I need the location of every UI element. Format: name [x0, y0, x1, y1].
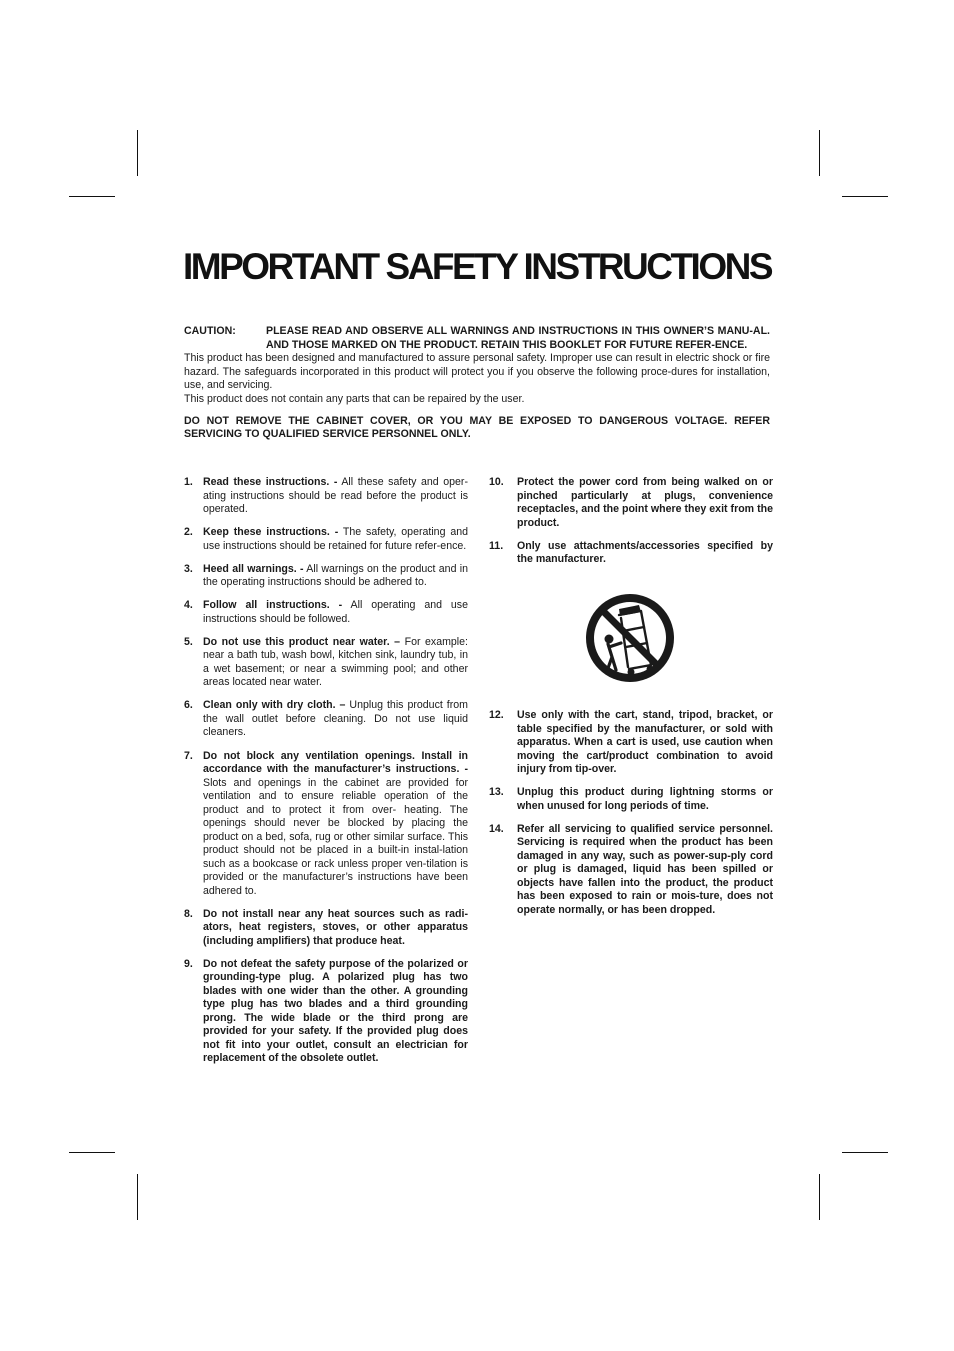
- instruction-item: [184, 699, 468, 740]
- instruction-item: [489, 823, 773, 918]
- item-number: 7.: [184, 749, 193, 762]
- caution-label: CAUTION:: [184, 325, 236, 337]
- header-section: [184, 325, 770, 442]
- item-number: 5.: [184, 635, 193, 648]
- item-heading: Do not defeat the safety purpose of the polarized or grounding-type plug. A polarized plug has two blades with one wider than the other. A grounding type plug has two blades and a third grounding prong. The wide blade or the third prong are provided for your safety. If the provided plug does not fit into your outlet, consult an electrician for replacement of the obsolete outlet.: [203, 957, 468, 1065]
- item-number: 1.: [184, 476, 193, 488]
- crop-mark: [819, 130, 820, 176]
- item-text: The safety, operating and use instructions should be retained for future refer-ence.: [203, 526, 468, 552]
- instruction-item: [184, 526, 468, 553]
- item-number: 9.: [184, 957, 193, 970]
- item-number: 12.: [489, 709, 504, 721]
- caution-block: [184, 325, 770, 352]
- item-number: 10.: [489, 476, 504, 488]
- instruction-item: [184, 476, 468, 517]
- item-number: 6.: [184, 699, 193, 712]
- item-number: 13.: [489, 786, 504, 799]
- item-text: Unplug this product from the wall outlet before cleaning. Do not use liquid cleaners.: [203, 699, 468, 739]
- item-heading: Follow all instructions. -: [203, 599, 343, 612]
- crop-mark: [842, 1152, 888, 1153]
- page-title: IMPORTANT SAFETY INSTRUCTIONS: [182, 246, 772, 287]
- instruction-item: [184, 908, 468, 949]
- item-heading: Heed all warnings. -: [203, 562, 304, 575]
- item-heading: Keep these instructions. -: [203, 526, 339, 539]
- item-heading: Unplug this product during lightning storms or when unused for long periods of time.: [517, 786, 773, 812]
- item-heading: Use only with the cart, stand, tripod, bracket, or table specified by the manufacturer, or sold with apparatus. When a cart is used, use caution when moving the cart/product combination to avoid injury from tip-over.: [517, 709, 773, 775]
- item-number: 11.: [489, 539, 504, 552]
- item-text: For example: near a bath tub, wash bowl, kitchen sink, laundry tub, in a wet basement; or near a swimming pool; and other areas located near water.: [203, 635, 469, 689]
- item-number: 8.: [184, 907, 193, 920]
- crop-mark: [842, 196, 888, 197]
- item-text: All warnings on the product and in the operating instructions should be adhered to.: [203, 562, 468, 589]
- item-heading: Read these instructions. -: [203, 476, 338, 488]
- item-number: 4.: [184, 599, 193, 612]
- right-column-bottom: [489, 709, 773, 927]
- item-text: Slots and openings in the cabinet are provided for ventilation and to ensure reliable operation of the product and to protect it from over- heating. The openings should never be blocked by placing the product on a bed, sofa, rug or other similar surface. This product should not be placed in a built-in instal-lation such as a bookcase or rack unless proper ven-tilation is provided or the manufacturer’s instructions have been adhered to.: [203, 776, 468, 897]
- instruction-item: [489, 709, 773, 777]
- crop-mark: [137, 1174, 138, 1220]
- item-heading: Do not install near any heat sources such as radi-ators, heat registers, stoves, or other apparatus (including amplifiers) that produce heat.: [203, 907, 468, 947]
- item-number: 14.: [489, 822, 504, 835]
- item-text: All operating and use instructions should be followed.: [203, 599, 468, 625]
- item-heading: Do not block any ventilation openings. Install in accordance with the manufacturer’s instructions. -: [203, 749, 468, 776]
- crop-mark: [819, 1174, 820, 1220]
- intro-paragraph: This product does not contain any parts that can be repaired by the user.: [184, 392, 525, 405]
- item-heading: Do not use this product near water. –: [203, 635, 401, 648]
- item-heading: Only use attachments/accessories specified by the manufacturer.: [517, 539, 773, 566]
- cart-warning-icon: [583, 591, 677, 685]
- item-number: 3.: [184, 562, 193, 575]
- item-text: All these safety and oper-ating instructions should be read before the product is operated.: [203, 476, 468, 515]
- item-heading: Protect the power cord from being walked on or pinched particularly at plugs, convenience receptacles, and the point where they exit from the product.: [517, 476, 773, 529]
- left-column: [184, 476, 468, 1075]
- crop-mark: [137, 130, 138, 176]
- instruction-item: [184, 563, 468, 590]
- intro-paragraph: This product has been designed and manufactured to assure personal safety. Improper use can result in electric shock or fire hazard. The safeguards incorporated in this product will protect you if you observe the following proce-dures for installation, use, and servicing.: [184, 352, 770, 392]
- cart-tipover-icon: [583, 591, 677, 685]
- instruction-item: [184, 636, 468, 690]
- caution-text: PLEASE READ AND OBSERVE ALL WARNINGS AND INSTRUCTIONS IN THIS OWNER’S MANU-AL. AND THOSE MARKED ON THE PRODUCT. RETAIN THIS BOOKLET FOR FUTURE REFER-ENCE.: [266, 325, 770, 351]
- crop-mark: [69, 1152, 115, 1153]
- item-heading: Clean only with dry cloth. –: [203, 699, 346, 712]
- instruction-item: [184, 750, 468, 899]
- instruction-item: [184, 599, 468, 626]
- crop-mark: [69, 196, 115, 197]
- warning-text: DO NOT REMOVE THE CABINET COVER, OR YOU MAY BE EXPOSED TO DANGEROUS VOLTAGE. REFER SERVICING TO QUALIFIED SERVICE PERSONNEL ONLY.: [184, 414, 770, 441]
- right-column-top: [489, 476, 773, 576]
- instruction-item: [489, 540, 773, 567]
- instruction-item: [489, 476, 773, 530]
- instruction-item: [184, 958, 468, 1066]
- instruction-item: [489, 786, 773, 813]
- item-heading: Refer all servicing to qualified service personnel. Servicing is required when the product has been damaged in any way, such as power-sup-ply cord or plug is damaged, liquid has been spilled or objects have fallen into the product, the product has been exposed to rain or mois-ture, does not operate normally, or has been dropped.: [517, 822, 773, 916]
- item-number: 2.: [184, 526, 193, 539]
